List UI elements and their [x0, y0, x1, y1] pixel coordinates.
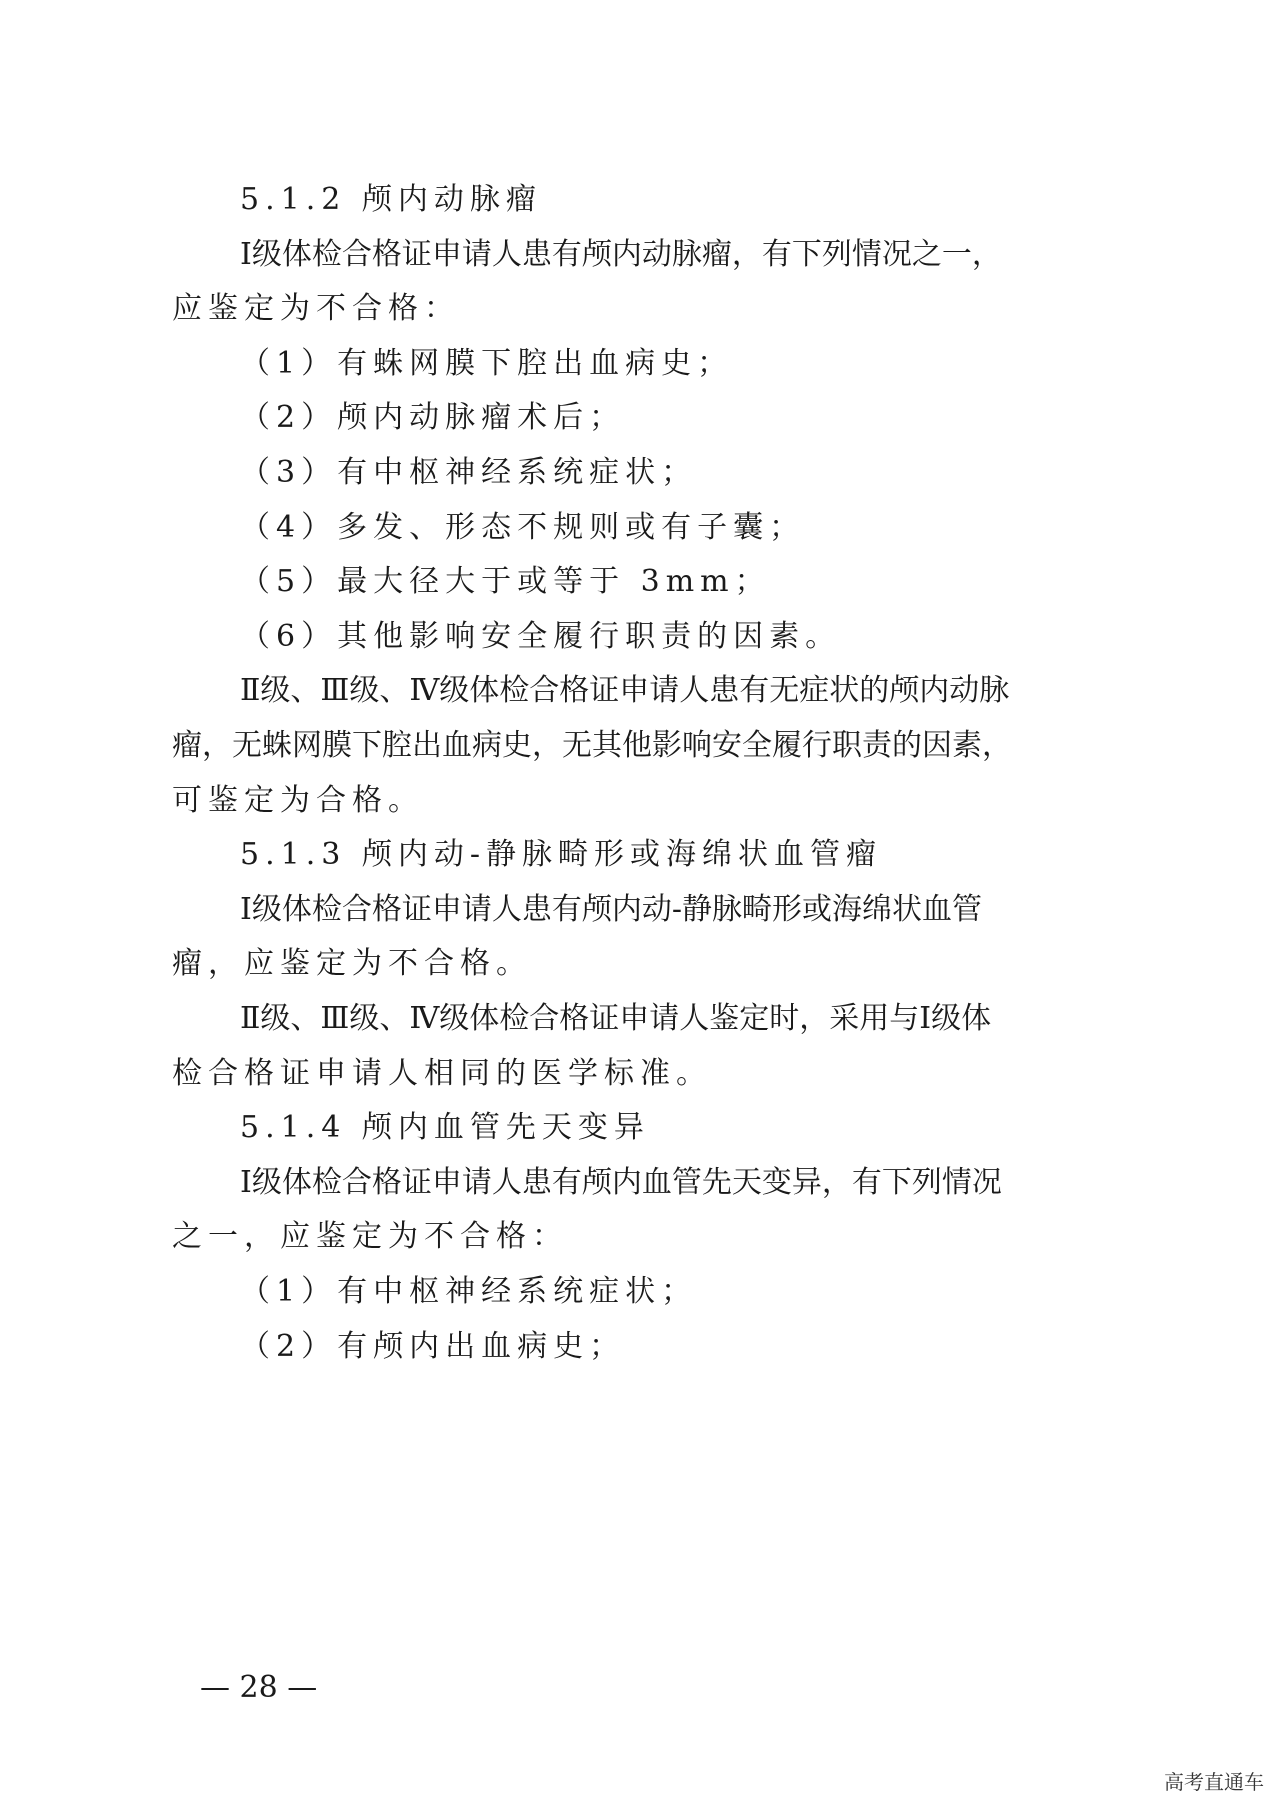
text-line: 之一，应鉴定为不合格： [172, 1219, 568, 1255]
text-line: （3）有中枢神经系统症状； [240, 455, 698, 490]
text-line: （5）最大径大于或等于 3mm； [240, 564, 771, 600]
text-line: （1）有中枢神经系统症状； [240, 1274, 698, 1309]
text-line: 检合格证申请人相同的医学标准。 [172, 1055, 712, 1091]
text-line: 应鉴定为不合格： [172, 291, 460, 327]
text-line: Ⅰ级体检合格证申请人患有颅内动-静脉畸形或海绵状血管 [240, 891, 982, 927]
watermark-text: 高考直通车 [1164, 1770, 1264, 1794]
text-line: （2）颅内动脉瘤术后； [240, 400, 626, 436]
text-line: 瘤，无蛛网膜下腔出血病史，无其他影响安全履行职责的因素， [172, 728, 1012, 763]
text-line: Ⅰ级体检合格证申请人患有颅内血管先天变异，有下列情况 [240, 1164, 1002, 1200]
text-line: 瘤，应鉴定为不合格。 [172, 946, 532, 982]
text-line: （1）有蛛网膜下腔出血病史； [240, 345, 734, 381]
text-line: 可鉴定为合格。 [172, 782, 424, 818]
text-line: （2）有颅内出血病史； [240, 1328, 626, 1364]
text-line: （6）其他影响安全履行职责的因素。 [240, 618, 842, 654]
text-line: Ⅰ级体检合格证申请人患有颅内动脉瘤，有下列情况之一， [240, 236, 1002, 272]
text-line: 5.1.2 颅内动脉瘤 [240, 182, 542, 217]
page-number: — 28 — [200, 1670, 318, 1705]
text-line: Ⅱ级、Ⅲ级、Ⅳ级体检合格证申请人患有无症状的颅内动脉 [240, 673, 1010, 709]
text-line: （4）多发、形态不规则或有子囊； [240, 509, 806, 545]
text-line: 5.1.3 颅内动-静脉畸形或海绵状血管瘤 [240, 837, 883, 873]
text-line: 5.1.4 颅内血管先天变异 [240, 1110, 650, 1146]
text-line: Ⅱ级、Ⅲ级、Ⅳ级体检合格证申请人鉴定时，采用与Ⅰ级体 [240, 1001, 992, 1036]
